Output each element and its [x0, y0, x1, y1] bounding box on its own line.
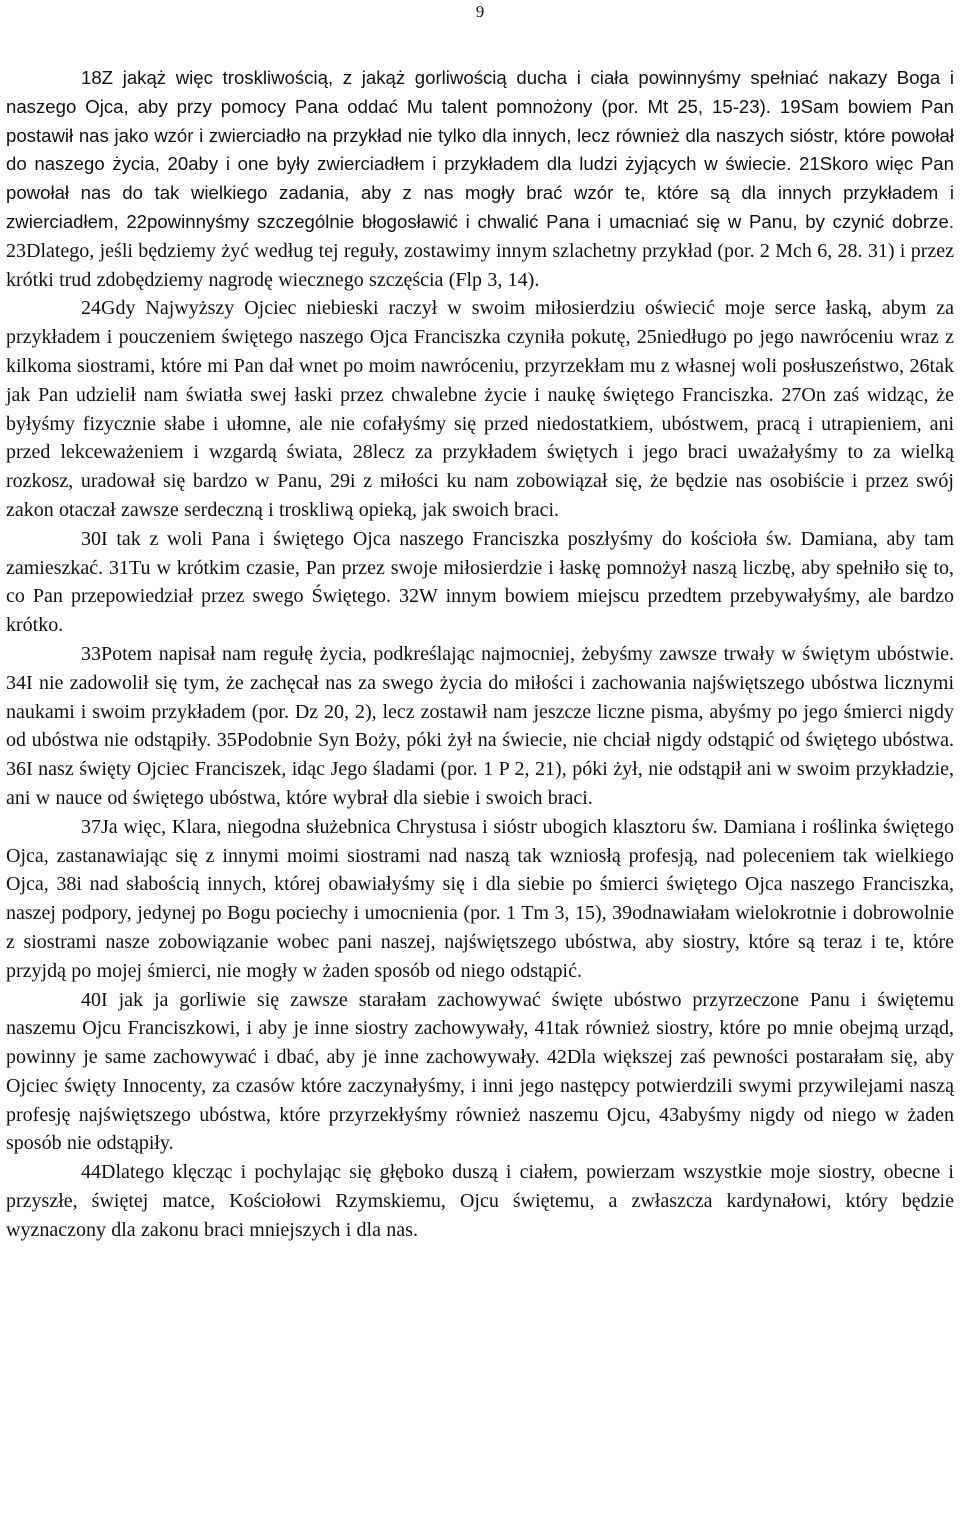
paragraph-4: 33Potem napisał nam regułę życia, podkreślając najmocniej, żebyśmy zawsze trwały w świętym ubóstwie. 34I nie zadowolił się tym, że zachęcał nas za swego życia do miłości i zachowania najświętszego ubóstwa licznymi naukami i swoim przykładem (por. Dz 20, 2), lecz zostawił nam jeszcze liczne pisma, abyśmy po jego śmierci nigdy od ubóstwa nie odstąpiły. 35Podobnie Syn Boży, póki żył na świecie, nie chciał nigdy odstąpić od świętego ubóstwa. 36I nasz święty Ojciec Franciszek, idąc Jego śladami (por. 1 P 2, 21), póki żył, nie odstąpił ani w swoim przykładzie, ani w nauce od świętego ubóstwa, które wybrał dla siebie i swoich braci. [6, 642, 954, 809]
paragraph-1-serif-text: 23Dlatego, jeśli będziemy żyć według tej reguły, zostawimy innym szlachetny przykład (por. 2 Mch 6, 28. 31) i przez krótki trud zdobędziemy nagrodę wiecznego szczęścia (Flp 3, 14). [6, 239, 954, 291]
document-body [6, 64, 954, 1245]
paragraph-1-sans-text: 18Z jakąż więc troskliwością, z jakąż gorliwością ducha i ciała powinnyśmy spełniać nakazy Boga i naszego Ojca, aby przy pomocy Pana oddać Mu talent pomnożony (por. Mt 25, 15-23). 19Sam bowiem Pan postawił nas jako wzór i zwierciadło na przykład nie tylko dla innych, lecz również dla naszych sióstr, które powołał do naszego życia, 20aby i one były zwierciadłem i przykładem dla ludzi żyjących w świecie. 21Skoro więc Pan powołał nas do tak wielkiego zadania, aby z nas mogły brać wzór te, które są dla innych przykładem i zwierciadłem, 22powinnyśmy szczególnie błogosławić i chwalić Pana i umacniać się w Panu, by czynić dobrze. [6, 67, 954, 232]
paragraph-3: 30I tak z woli Pana i świętego Ojca naszego Franciszka poszłyśmy do kościoła św. Damiana, aby tam zamieszkać. 31Tu w krótkim czasie, Pan przez swoje miłosierdzie i łaskę pomnożył naszą liczbę, aby spełniło się to, co Pan przepowiedział przez swego Świętego. 32W innym bowiem miejscu przedtem przebywałyśmy, ale bardzo krótko. [6, 527, 954, 637]
paragraph-5: 37Ja więc, Klara, niegodna służebnica Chrystusa i sióstr ubogich klasztoru św. Damiana i roślinka świętego Ojca, zastanawiając się z innymi moimi siostrami nad naszą tak wzniosłą profesją, nad poleceniem tak wielkiego Ojca, 38i nad słabością innych, której obawiałyśmy się i dla siebie po śmierci świętego Ojca naszego Franciszka, naszej podpory, jedynej po Bogu pociechy i umocnienia (por. 1 Tm 3, 15), 39odnawiałam wielokrotnie i dobrowolnie z siostrami nasze zobowiązanie wobec pani naszej, najświętszego ubóstwa, aby siostry, które są teraz i te, które przyjdą po mojej śmierci, nie mogły w żaden sposób od niego odstąpić. [6, 815, 954, 982]
paragraph-2: 24Gdy Najwyższy Ojciec niebieski raczył w swoim miłosierdziu oświecić moje serce łaską, abym za przykładem i pouczeniem świętego naszego Ojca Franciszka czyniła pokutę, 25niedługo po jego nawróceniu wraz z kilkoma siostrami, które mi Pan dał wnet po moim nawróceniu, przyrzekłam mu z własnej woli posłuszeństwo, 26tak jak Pan udzielił nam światła swej łaski przez chwalebne życie i naukę świętego Franciszka. 27On zaś widząc, że byłyśmy fizycznie słabe i ułomne, ale nie cofałyśmy się przed niedostatkiem, ubóstwem, pracą i utrapieniem, ani przed lekceważeniem i wzgardą świata, 28lecz za przykładem świętych i jego braci uważałyśmy to za wielką rozkosz, uradował się bardzo w Panu, 29i z miłości ku nam zobowiązał się, że będzie nas osobiście i przez swój zakon otaczał zawsze serdeczną i troskliwą opieką, jak swoich braci. [6, 297, 954, 521]
paragraph-7: 44Dlatego klęcząc i pochylając się głęboko duszą i ciałem, powierzam wszystkie moje siostry, obecne i przyszłe, świętej matce, Kościołowi Rzymskiemu, Ojcu świętemu, a zwłaszcza kardynałowi, który będzie wyznaczony dla zakonu braci mniejszych i dla nas. [6, 1161, 954, 1241]
page-number: 9 [475, 2, 485, 21]
paragraph-6: 40I jak ja gorliwie się zawsze starałam zachowywać święte ubóstwo przyrzeczone Panu i świętemu naszemu Ojcu Franciszkowi, i aby je inne siostry zachowywały, 41tak również siostry, które po mnie obejmą urząd, powinny je same zachowywać i dbać, aby je inne zachowywały. 42Dla większej zaś pewności postarałam się, aby Ojciec święty Innocenty, za czasów które zaczynałyśmy, i inni jego następcy potwierdzili swymi przywilejami naszą profesję najświętszego ubóstwa, które przyrzekłyśmy również naszemu Ojcu, 43abyśmy nigdy od niego w żaden sposób nie odstąpiły. [6, 988, 954, 1155]
paragraph-1 [6, 64, 954, 294]
